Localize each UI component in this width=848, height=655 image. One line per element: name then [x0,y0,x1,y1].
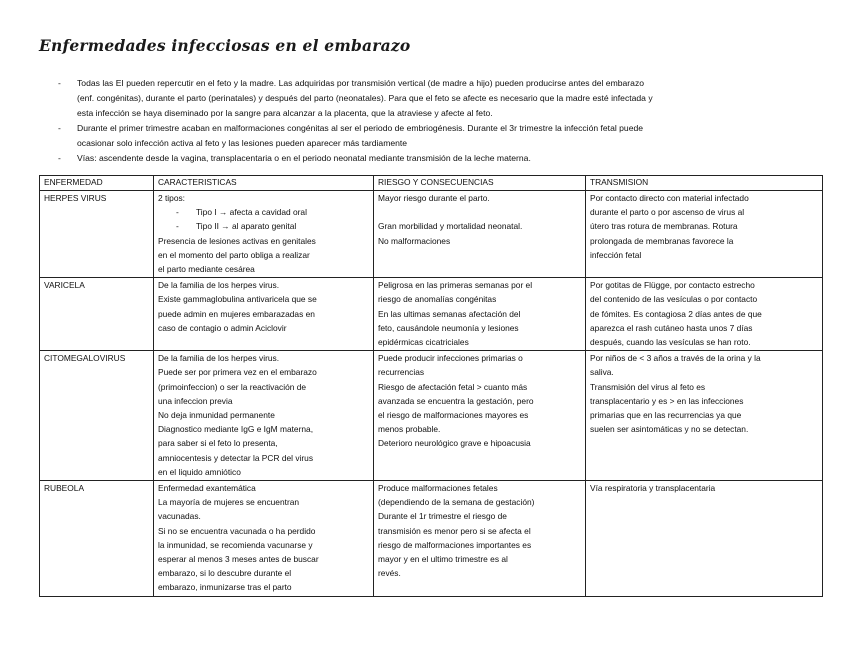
sub-dash: - [176,221,179,232]
table-header-row [40,176,823,191]
header-transmision: TRANSMISION [586,176,823,191]
bullet-text: Vías: ascendente desde la vagina, transplacentaria o en el periodo neonatal mediante transmisión de la leche materna. [77,153,531,163]
type-sublist [158,205,369,233]
type-subitem-text: Tipo I → afecta a cavidad oral [196,207,307,218]
disease-name: CITOMEGALOVIRUS [40,351,154,481]
header-enfermedad: ENFERMEDAD [40,176,154,191]
type-subitem [176,219,369,233]
characteristics-cell: De la familia de los herpes virus. Puede ser por primera vez en el embarazo (primoinfeccion) o ser la reactivación de una infeccion previa No deja inmunidad permanente Diagnostico mediante IgG e IgM materna, para saber si el feto lo presenta, amniocentesis y detectar la PCR del virus en el liquido amniótico [154,351,374,481]
transmission-cell: Por gotitas de Flügge, por contacto estrecho del contenido de las vesículas o por contacto de fómites. Es contagiosa 2 días antes de que aparezca el rash cutáneo hasta unos 7 días después, cuando las vesículas se han roto. [586,278,823,351]
disease-name: HERPES VIRUS [40,191,154,278]
diseases-table [39,175,823,597]
intro-bullet-list [58,76,818,166]
header-caracteristicas: CARACTERISTICAS [154,176,374,191]
risk-cell: Mayor riesgo durante el parto. Gran morbilidad y mortalidad neonatal. No malformaciones [374,191,586,278]
disease-name: RUBEOLA [40,481,154,597]
table-row [40,351,823,481]
table-row [40,278,823,351]
characteristics-cell: Enfermedad exantemática La mayoría de mujeres se encuentran vacunadas. Si no se encuentra vacunada o ha perdido la inmunidad, se recomienda vacunarse y esperar al menos 3 meses antes de buscar embarazo, si lo descubre durante el embarazo, inmunizarse tras el parto [154,481,374,597]
bullet-item [58,76,818,121]
table-row [40,481,823,597]
type-subitem [176,205,369,219]
type-subitem-text: Tipo II → al aparato genital [196,221,297,232]
risk-cell: Puede producir infecciones primarias o recurrencias Riesgo de afectación fetal > cuanto más avanzada se encuentra la gestación, pero el riesgo de malformaciones mayores es menos probable. Deterioro neurológico grave e hipoacusia [374,351,586,481]
characteristics-intro: 2 tipos: [158,193,186,203]
bullet-item [58,151,818,166]
document-title: Enfermedades infecciosas en el embarazo [39,36,411,55]
characteristics-text: Presencia de lesiones activas en genitales en el momento del parto obliga a realizar el parto mediante cesárea [158,235,316,275]
bullet-item [58,121,818,151]
bullet-text: Durante el primer trimestre acaban en malformaciones congénitas al ser el periodo de embriogénesis. Durante el 3r trimestre la infección fetal puede ocasionar solo infección activa al feto y las lesiones pueden aparecer más tardiamente [77,123,644,148]
characteristics-cell: De la familia de los herpes virus. Existe gammaglobulina antivaricela que se puede admin en mujeres embarazadas en caso de contagio o admin Aciclovir [154,278,374,351]
transmission-cell: Por contacto directo con material infectado durante el parto o por ascenso de virus al útero tras rotura de membranas. Rotura prolongada de membranas favorece la infección fetal [586,191,823,278]
bullet-dash: - [58,153,61,163]
characteristics-cell [154,191,374,278]
table-row [40,191,823,278]
risk-cell: Peligrosa en las primeras semanas por el riesgo de anomalías congénitas En las ultimas semanas afectación del feto, causándole neumonía y lesiones epidérmicas cicatriciales [374,278,586,351]
bullet-text: Todas las EI pueden repercutir en el feto y la madre. Las adquiridas por transmisión vertical (de madre a hijo) pueden producirse antes del embarazo (enf. congénitas), durante el parto (perinatales) y después del parto (neonatales). Para que el feto se afecte es necesario que la madre esté infectada y esta infección se haya diseminado por la sangre para alcanzar a la placenta, que la atraviese y afecte al feto. [77,78,653,118]
bullet-dash: - [58,78,61,88]
bullet-dash: - [58,123,61,133]
sub-dash: - [176,207,179,218]
transmission-cell: Vía respiratoria y transplacentaria [586,481,823,597]
disease-name: VARICELA [40,278,154,351]
header-riesgo: RIESGO Y CONSECUENCIAS [374,176,586,191]
transmission-cell: Por niños de < 3 años a través de la orina y la saliva. Transmisión del virus al feto es transplacentario y es > en las infecciones primarias que en las recurrencias ya que suelen ser asintomáticas y no se detectan. [586,351,823,481]
risk-cell: Produce malformaciones fetales (dependiendo de la semana de gestación) Durante el 1r trimestre el riesgo de transmisión es menor pero si se afecta el riesgo de malformaciones importantes es mayor y en el ultimo trimestre es al revés. [374,481,586,597]
